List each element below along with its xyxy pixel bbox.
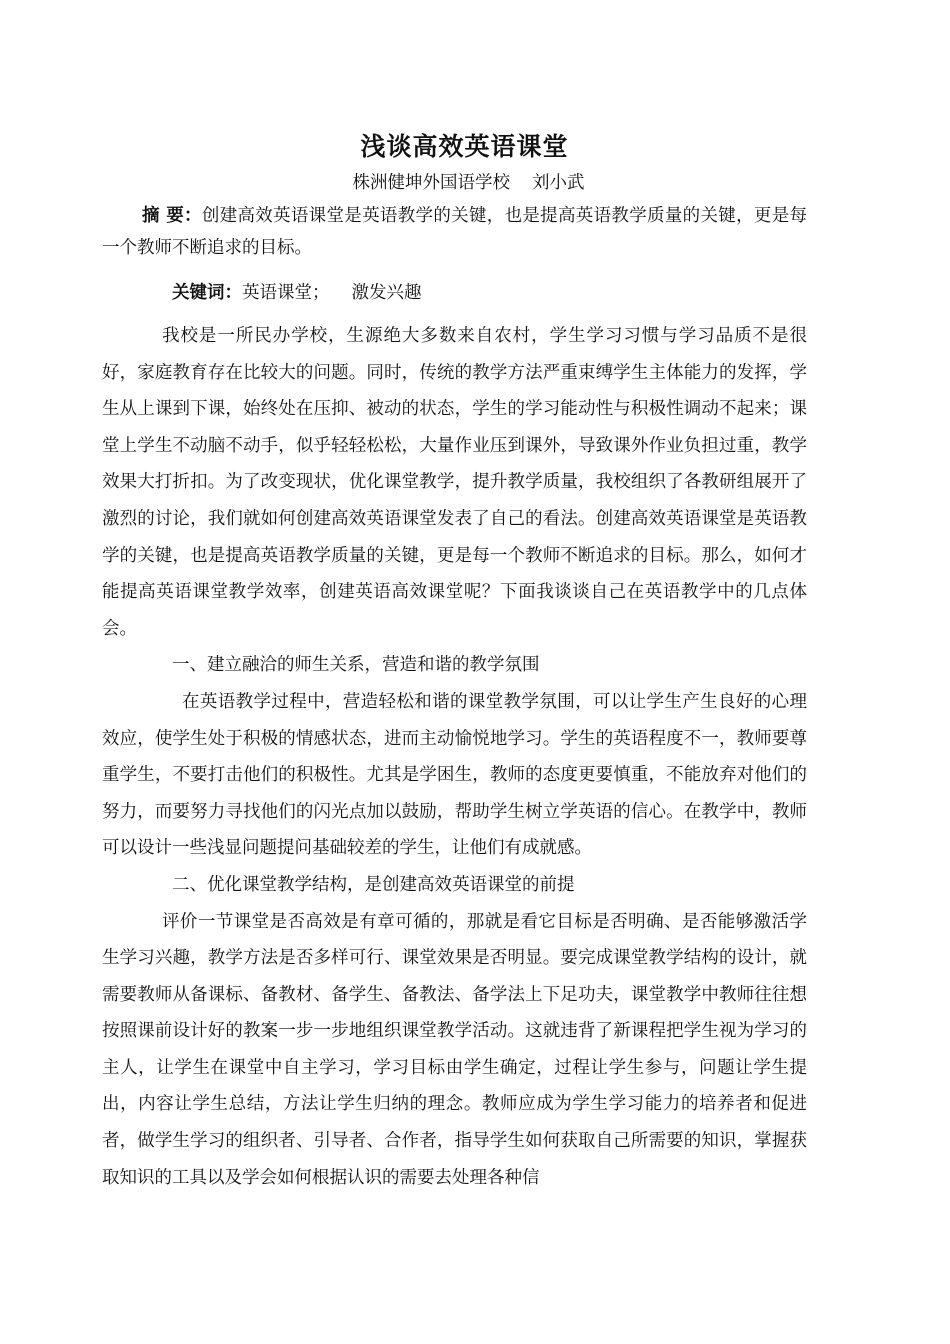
- abstract-label: 摘 要：: [142, 206, 202, 226]
- section-2-heading: 二、优化课堂教学结构，是创建高效英语课堂的前提: [172, 874, 575, 895]
- keyword-1: 英语课堂；: [242, 283, 330, 303]
- school-name: 株洲健坤外国语学校: [352, 173, 510, 193]
- document-title: 浅谈高效英语课堂: [360, 132, 569, 161]
- intro-paragraph: 我校是一所民办学校，生源绝大多数来自农村，学生学习习惯与学习品质不是很好，家庭教育存在比较大的问题。同时，传统的教学方法严重束缚学生主体能力的发挥，学生从上课到下课，始终处在压抑、被动的状态，学生的学习能动性与积极性调动不起来；课堂上学生不动脑不动手，似乎轻轻松松，大量作业压到课外，导致课外作业负担过重，教学效果大打折扣。为了改变现状，优化课堂教学，提升教学质量，我校组织了各教研组展开了激烈的讨论，我们就如何创建高效英语课堂发表了自己的看法。创建高效英语课堂是英语教学的关键，也是提高英语教学质量的关键，更是每一个教师不断追求的目标。那么，如何才能提高英语课堂教学效率，创建英语高效课堂呢？下面我谈谈自己在英语教学中的几点体会。: [102, 326, 807, 639]
- section-1-heading: 一、建立融洽的师生关系，营造和谐的教学氛围: [172, 655, 540, 676]
- section-1-paragraph: 在英语教学过程中，营造轻松和谐的课堂教学氛围，可以让学生产生良好的心理效应，使学生处于积极的情感状态，进而主动愉悦地学习。学生的英语程度不一，教师要尊重学生，不要打击他们的积极性。尤其是学困生，教师的态度更要慎重，不能放弃对他们的努力，而要努力寻找他们的闪光点加以鼓励，帮助学生树立学英语的信心。在教学中，教师可以设计一些浅显问题提问基础较差的学生，让他们有成就感。: [102, 691, 807, 859]
- author-line: [130, 166, 807, 200]
- abstract-text: 创建高效英语课堂是英语教学的关键，也是提高英语教学质量的关键，更是每一个教师不断追求的目标。: [102, 206, 807, 258]
- section-2-paragraph: 评价一节课堂是否高效是有章可循的，那就是看它目标是否明确、是否能够激活学生学习兴趣，教学方法是否多样可行、课堂效果是否明显。要完成课堂教学结构的设计，就需要教师从备课标、备教材、备学生、备教法、备学法上下足功夫，课堂教学中教师往往想按照课前设计好的教案一步一步地组织课堂教学活动。这就违背了新课程把学生视为学习的主人，让学生在课堂中自主学习，学习目标由学生确定，过程让学生参与，问题让学生提出，内容让学生总结，方法让学生归纳的理念。教师应成为学生学习能力的培养者和促进者，做学生学习的组织者、引导者、合作者，指导学生如何获取自己所需要的知识，掌握获取知识的工具以及学会如何根据认识的需要去处理各种信: [102, 911, 807, 1188]
- keywords-label: 关键词：: [172, 283, 242, 303]
- author-name: 刘小武: [532, 173, 585, 193]
- keyword-2: 激发兴趣: [351, 283, 422, 303]
- keywords: [102, 278, 807, 318]
- abstract: [102, 200, 807, 264]
- document-body: [102, 128, 807, 1196]
